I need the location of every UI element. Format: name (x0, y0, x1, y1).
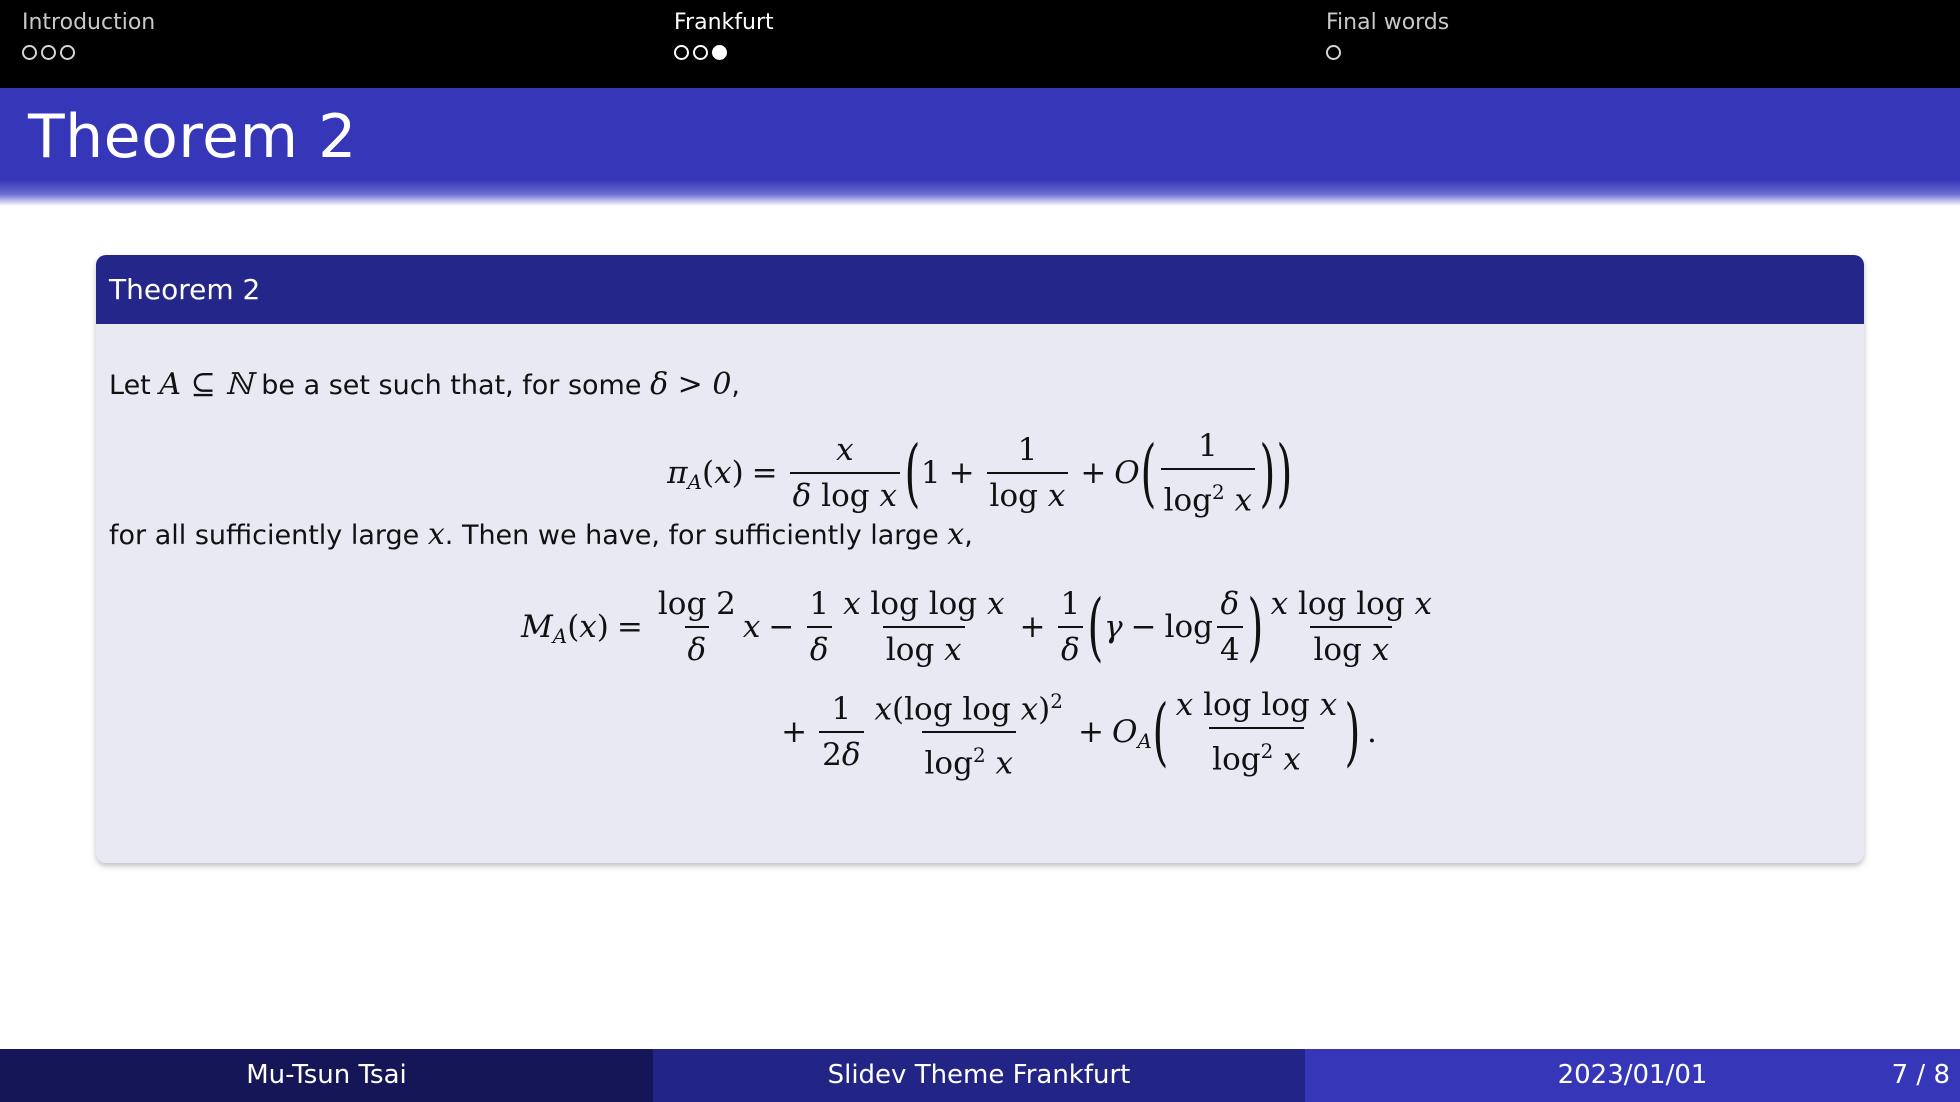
footer-author: Mu-Tsun Tsai (0, 1049, 653, 1102)
theorem-hypothesis-text (109, 367, 740, 402)
nav-section-title: Final words (1326, 10, 1450, 35)
nav-section-title: Frankfurt (674, 10, 774, 35)
text: . Then we have, for sufficiently large (444, 520, 948, 551)
slide-dot-current[interactable] (712, 45, 727, 60)
slide-title-bar (0, 88, 1960, 206)
equation-M-A-line-1: M $_A$ ( x ) = $\frac{\log 2}{\delta}$ x − $\frac{1}{\delta}$ $\frac{\text{x log log x}}{\text{log x}}$ + $\frac{1}{\delta}$ ( γ − log $\frac{\delta}{4}$ ) $\frac{\text{x log log x}}{\text{log x}}$ (520, 584, 1433, 670)
nav-slide-dots (1326, 45, 1449, 65)
math-inline: δ > 0 (650, 367, 732, 402)
section-navigation (0, 0, 1960, 88)
slide-footer (0, 1049, 1960, 1102)
text: , (731, 370, 741, 401)
equation-pi-A: π $_A$ ( x ) = $\frac{x}{\text{δ log x}}$ ( 1 + $\frac{1}{\text{log x}}$ + O ( $\frac{1}{\log^2 x}$ ) ) (667, 428, 1293, 519)
text: for all sufficiently large (109, 520, 428, 551)
slide-title: Theorem 2 (28, 102, 357, 172)
theorem-block (96, 255, 1864, 863)
slide-dot[interactable] (1326, 45, 1341, 60)
nav-section-frankfurt[interactable] (674, 10, 774, 65)
footer-date: 2023/01/01 (1557, 1060, 1708, 1090)
equation-M-A-line-2: + $\frac{1}{2\delta}$ $\frac{x(\log \log x)^2}{\log^2 x}$ + O $_A$ ( $\frac{\text{x log log x}}{\log^2 x}$ ) . (781, 687, 1377, 782)
nav-section-title: Introduction (22, 10, 156, 35)
slide-dot[interactable] (60, 45, 75, 60)
slide-dot[interactable] (41, 45, 56, 60)
nav-slide-dots (22, 45, 155, 65)
footer-presentation-title: Slidev Theme Frankfurt (653, 1049, 1305, 1102)
footer-date-cell (1305, 1049, 1960, 1102)
slide-dot[interactable] (674, 45, 689, 60)
theorem-conclusion-text (109, 517, 973, 552)
math-inline: A ⊆ ℕ (159, 367, 253, 402)
text: , (964, 520, 973, 551)
nav-section-introduction[interactable] (22, 10, 155, 65)
text: be a set such that, for some (252, 370, 651, 401)
text: Let (109, 370, 160, 401)
nav-section-final-words[interactable] (1326, 10, 1449, 65)
theorem-block-title: Theorem 2 (96, 255, 1864, 324)
slide-dot[interactable] (693, 45, 708, 60)
math-inline: x (947, 517, 965, 552)
math-inline: x (427, 517, 445, 552)
slide-dot[interactable] (22, 45, 37, 60)
nav-slide-dots (674, 45, 774, 65)
page-number[interactable]: 7 / 8 (1891, 1060, 1950, 1090)
